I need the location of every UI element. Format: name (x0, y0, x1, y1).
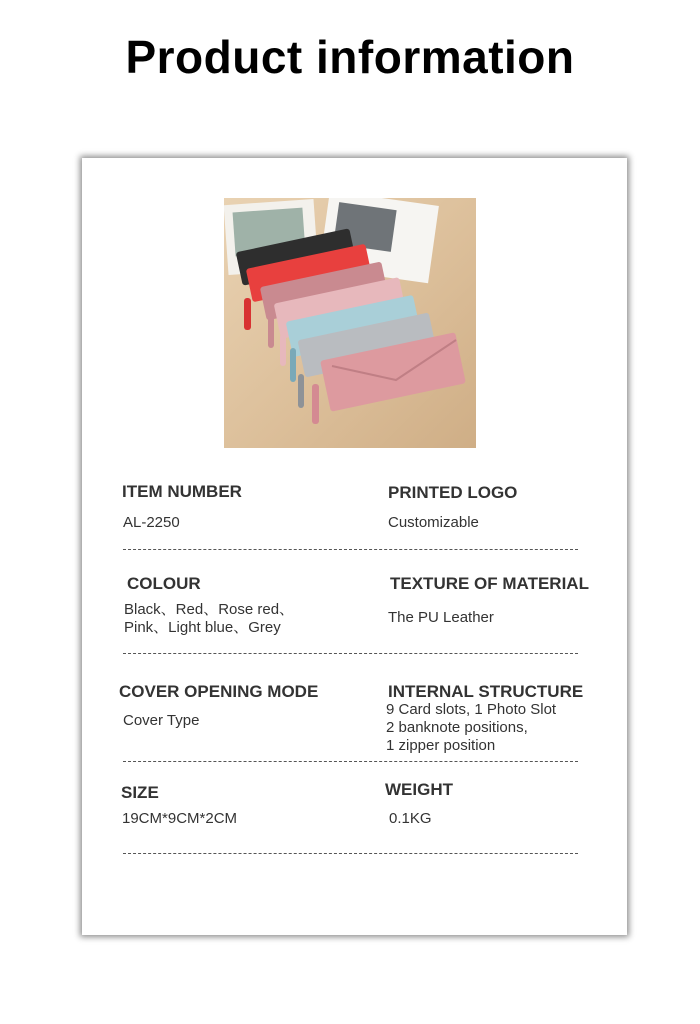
divider (123, 761, 578, 762)
colour-line: Black、Red、Rose red、 (124, 601, 295, 618)
page-title: Product information (125, 31, 575, 83)
product-info-card (82, 158, 627, 935)
structure-line: 2 banknote positions, (386, 719, 528, 736)
colour-line: Pink、Light blue、Grey (124, 619, 281, 636)
divider (123, 853, 578, 854)
structure-line: 1 zipper position (386, 737, 496, 754)
texture-label: TEXTURE OF MATERIAL (390, 574, 589, 593)
weight-label: WEIGHT (385, 780, 453, 799)
divider (123, 653, 578, 654)
colour-value (124, 601, 294, 637)
cover-opening-value: Cover Type (123, 712, 200, 729)
weight-value: 0.1KG (389, 810, 432, 827)
internal-structure-value (386, 701, 556, 755)
structure-line: 9 Card slots, 1 Photo Slot (386, 701, 557, 718)
internal-structure-label: INTERNAL STRUCTURE (388, 682, 584, 701)
printed-logo-value: Customizable (388, 514, 479, 531)
divider (123, 549, 578, 550)
item-number-value: AL-2250 (123, 514, 180, 531)
printed-logo-label: PRINTED LOGO (388, 483, 518, 502)
texture-value: The PU Leather (388, 609, 494, 626)
size-value: 19CM*9CM*2CM (122, 810, 238, 827)
product-photo (224, 198, 476, 448)
colour-label: COLOUR (127, 574, 201, 593)
item-number-label: ITEM NUMBER (122, 482, 242, 501)
size-label: SIZE (121, 783, 159, 802)
cover-opening-label: COVER OPENING MODE (119, 682, 319, 701)
